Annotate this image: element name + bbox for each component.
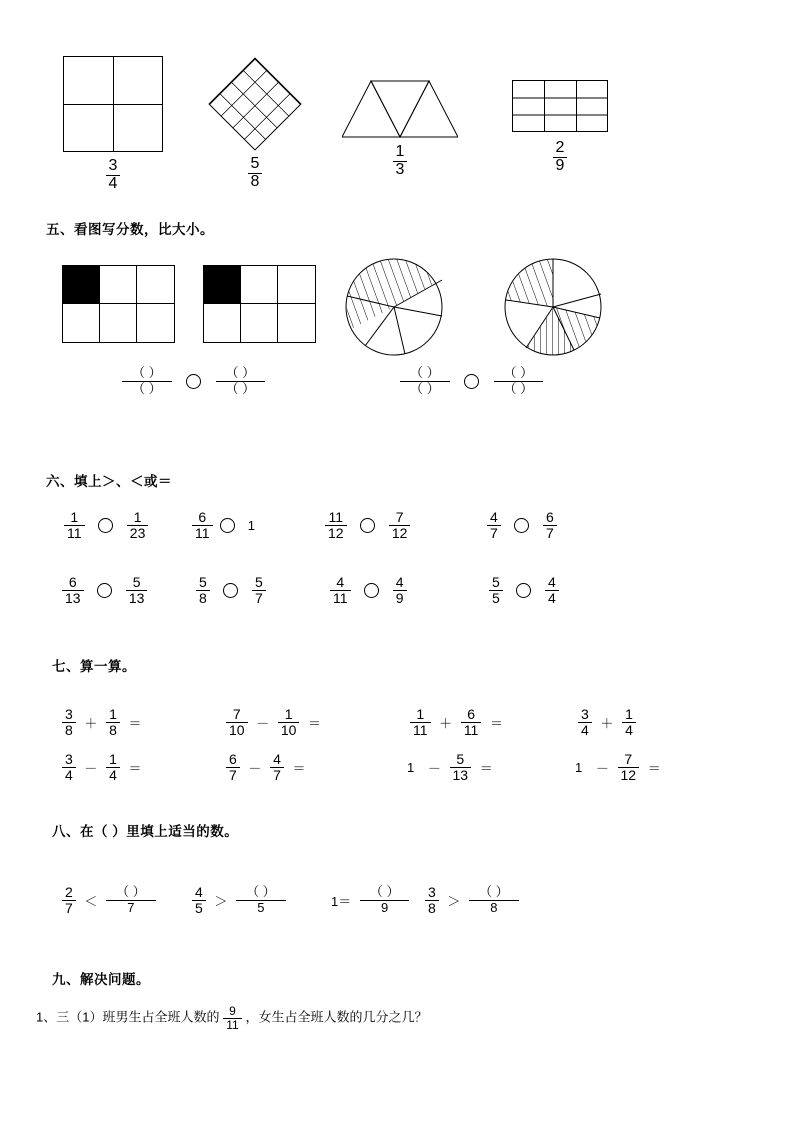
operator: ＋ xyxy=(84,715,98,731)
compare-circle[interactable] xyxy=(97,583,112,598)
shape-label xyxy=(340,144,460,179)
fraction-a: $\frac{3}{4}$ xyxy=(578,707,592,737)
fraction-a: $\frac{7}{10}$ xyxy=(226,707,248,737)
section-seven-title: 七、算一算。 xyxy=(52,659,136,674)
section-nine-question-1 xyxy=(36,1005,427,1031)
fraction-b: $\frac{5}{13}$ xyxy=(450,752,472,782)
blank-fraction[interactable]: $\frac{( )}{( )}$ xyxy=(400,366,450,397)
fraction-left: $\frac{3}{8}$ xyxy=(425,885,439,915)
fraction-left: $\frac{1}{11}$ xyxy=(64,510,85,540)
blank-fraction[interactable]: $\frac{( )}{5}$ xyxy=(236,885,286,916)
triangle-strip-icon xyxy=(342,80,458,138)
fraction: $\frac{1}{3}$ xyxy=(393,144,408,179)
compare-circle[interactable] xyxy=(186,374,201,389)
shape-square-quarters xyxy=(58,56,168,193)
operator: － xyxy=(256,715,270,731)
compare-item xyxy=(192,510,260,540)
calc-item xyxy=(402,752,498,782)
operator: － xyxy=(84,760,98,776)
calc-item xyxy=(226,707,326,737)
fraction-b: $\frac{1}{4}$ xyxy=(106,752,120,782)
calc-item xyxy=(570,752,666,782)
fraction-right: $\frac{5}{13}$ xyxy=(126,575,148,605)
compare-circle[interactable] xyxy=(98,518,113,533)
fraction-b: $\frac{1}{8}$ xyxy=(106,707,120,737)
compare-circle[interactable] xyxy=(360,518,375,533)
fill-blank-item xyxy=(62,885,156,916)
fraction-left: $\frac{2}{7}$ xyxy=(62,885,76,915)
fraction-left: $\frac{4}{7}$ xyxy=(487,510,501,540)
figure-grid-six-right xyxy=(203,265,316,343)
compare-circle[interactable] xyxy=(514,518,529,533)
blank-fraction[interactable]: $\frac{( )}{9}$ xyxy=(360,885,410,916)
equals: ＝ xyxy=(308,715,322,731)
calc-item xyxy=(62,752,147,782)
operator: ＋ xyxy=(439,715,453,731)
blank-fraction[interactable]: $\frac{( )}{( )}$ xyxy=(494,366,544,397)
operator: － xyxy=(595,760,609,776)
fraction-right: $\frac{4}{9}$ xyxy=(393,575,407,605)
section-five-answer-left xyxy=(122,366,265,397)
shape-diamond-grid xyxy=(200,54,310,191)
compare-circle[interactable] xyxy=(220,518,235,533)
fraction-b: $\frac{1}{10}$ xyxy=(278,707,300,737)
shape-label xyxy=(500,140,620,175)
fraction-left: $\frac{4}{11}$ xyxy=(330,575,351,605)
question-text-suffix: ，女生占全班人数的几分之几？ xyxy=(245,1009,428,1025)
compare-item xyxy=(196,575,266,605)
equals: ＝ xyxy=(489,715,503,731)
fraction-left: $\frac{6}{13}$ xyxy=(62,575,84,605)
top-shapes-row xyxy=(0,48,793,208)
compare-sign: ＜ xyxy=(84,893,98,909)
fill-blank-item xyxy=(326,885,409,916)
fraction-right: $\frac{6}{7}$ xyxy=(543,510,557,540)
fraction-left: $\frac{6}{11}$ xyxy=(192,510,213,540)
compare-item xyxy=(64,510,148,540)
fraction-a: $\frac{3}{4}$ xyxy=(62,752,76,782)
section-five-title: 五、看图写分数，比大小。 xyxy=(46,222,214,237)
fraction-b: $\frac{6}{11}$ xyxy=(461,707,482,737)
compare-sign: ＞ xyxy=(447,893,461,909)
equals: ＝ xyxy=(647,760,661,776)
compare-item xyxy=(489,575,559,605)
equals: ＝ xyxy=(128,760,142,776)
compare-item xyxy=(325,510,410,540)
shape-rectangle-grid xyxy=(500,80,620,175)
fraction: $\frac{3}{4}$ xyxy=(106,158,121,193)
fraction: $\frac{2}{9}$ xyxy=(553,140,568,175)
fraction-right: $\frac{5}{7}$ xyxy=(252,575,266,605)
fraction-b: $\frac{4}{7}$ xyxy=(270,752,284,782)
shape-label xyxy=(200,156,310,191)
compare-circle[interactable] xyxy=(464,374,479,389)
fill-blank-item xyxy=(425,885,519,916)
compare-circle[interactable] xyxy=(516,583,531,598)
question-text-prefix: 1、三（1）班男生占全班人数的 xyxy=(36,1009,220,1025)
blank-fraction[interactable]: $\frac{( )}{( )}$ xyxy=(122,366,172,397)
fraction-b: $\frac{7}{12}$ xyxy=(618,752,640,782)
shape-triangle-strip xyxy=(340,80,460,179)
calc-item xyxy=(578,707,636,737)
blank-fraction[interactable]: $\frac{( )}{8}$ xyxy=(469,885,519,916)
section-eight-title: 八、在（ ）里填上适当的数。 xyxy=(52,824,239,839)
diamond-grid-icon xyxy=(205,54,305,154)
calc-item xyxy=(410,707,508,737)
compare-item xyxy=(62,575,147,605)
blank-fraction[interactable]: $\frac{( )}{( )}$ xyxy=(216,366,266,397)
compare-sign: ＞ xyxy=(214,893,228,909)
compare-circle[interactable] xyxy=(364,583,379,598)
integer-value: 1 xyxy=(247,517,256,533)
figure-circle-left xyxy=(345,258,443,361)
fraction-inline: $\frac{9}{11}$ xyxy=(223,1005,241,1031)
figure-circle-right xyxy=(504,258,602,361)
integer-a: 1 xyxy=(575,759,583,775)
fraction-a: $\frac{3}{8}$ xyxy=(62,707,76,737)
equation-prefix: 1＝ xyxy=(331,893,352,909)
fraction-right: $\frac{1}{23}$ xyxy=(127,510,149,540)
figure-grid-six-left xyxy=(62,265,175,343)
compare-item xyxy=(487,510,557,540)
fill-blank-item xyxy=(192,885,286,916)
rectangle-grid-icon xyxy=(512,80,608,132)
fraction-left: $\frac{4}{5}$ xyxy=(192,885,206,915)
integer-a: 1 xyxy=(407,759,415,775)
fraction-b: $\frac{1}{4}$ xyxy=(622,707,636,737)
calc-item xyxy=(62,707,147,737)
fraction-a: $\frac{6}{7}$ xyxy=(226,752,240,782)
square-quarters-icon xyxy=(63,56,163,152)
equals: ＝ xyxy=(479,760,493,776)
equals: ＝ xyxy=(128,715,142,731)
fraction-a: $\frac{1}{11}$ xyxy=(410,707,431,737)
compare-circle[interactable] xyxy=(223,583,238,598)
section-six-title: 六、填上＞、＜或＝ xyxy=(46,474,172,489)
operator: － xyxy=(248,760,262,776)
section-nine-title: 九、解决问题。 xyxy=(52,972,150,987)
compare-item xyxy=(330,575,407,605)
operator: － xyxy=(427,760,441,776)
fraction-right: $\frac{4}{4}$ xyxy=(545,575,559,605)
fraction-right: $\frac{7}{12}$ xyxy=(389,510,411,540)
section-five-answer-right xyxy=(400,366,543,397)
equals: ＝ xyxy=(292,760,306,776)
calc-item xyxy=(226,752,311,782)
fraction-left: $\frac{5}{8}$ xyxy=(196,575,210,605)
fraction-left: $\frac{5}{5}$ xyxy=(489,575,503,605)
fraction: $\frac{5}{8}$ xyxy=(248,156,263,191)
blank-fraction[interactable]: $\frac{( )}{7}$ xyxy=(106,885,156,916)
operator: ＋ xyxy=(600,715,614,731)
fraction-left: $\frac{11}{12}$ xyxy=(325,510,347,540)
shape-label xyxy=(58,158,168,193)
